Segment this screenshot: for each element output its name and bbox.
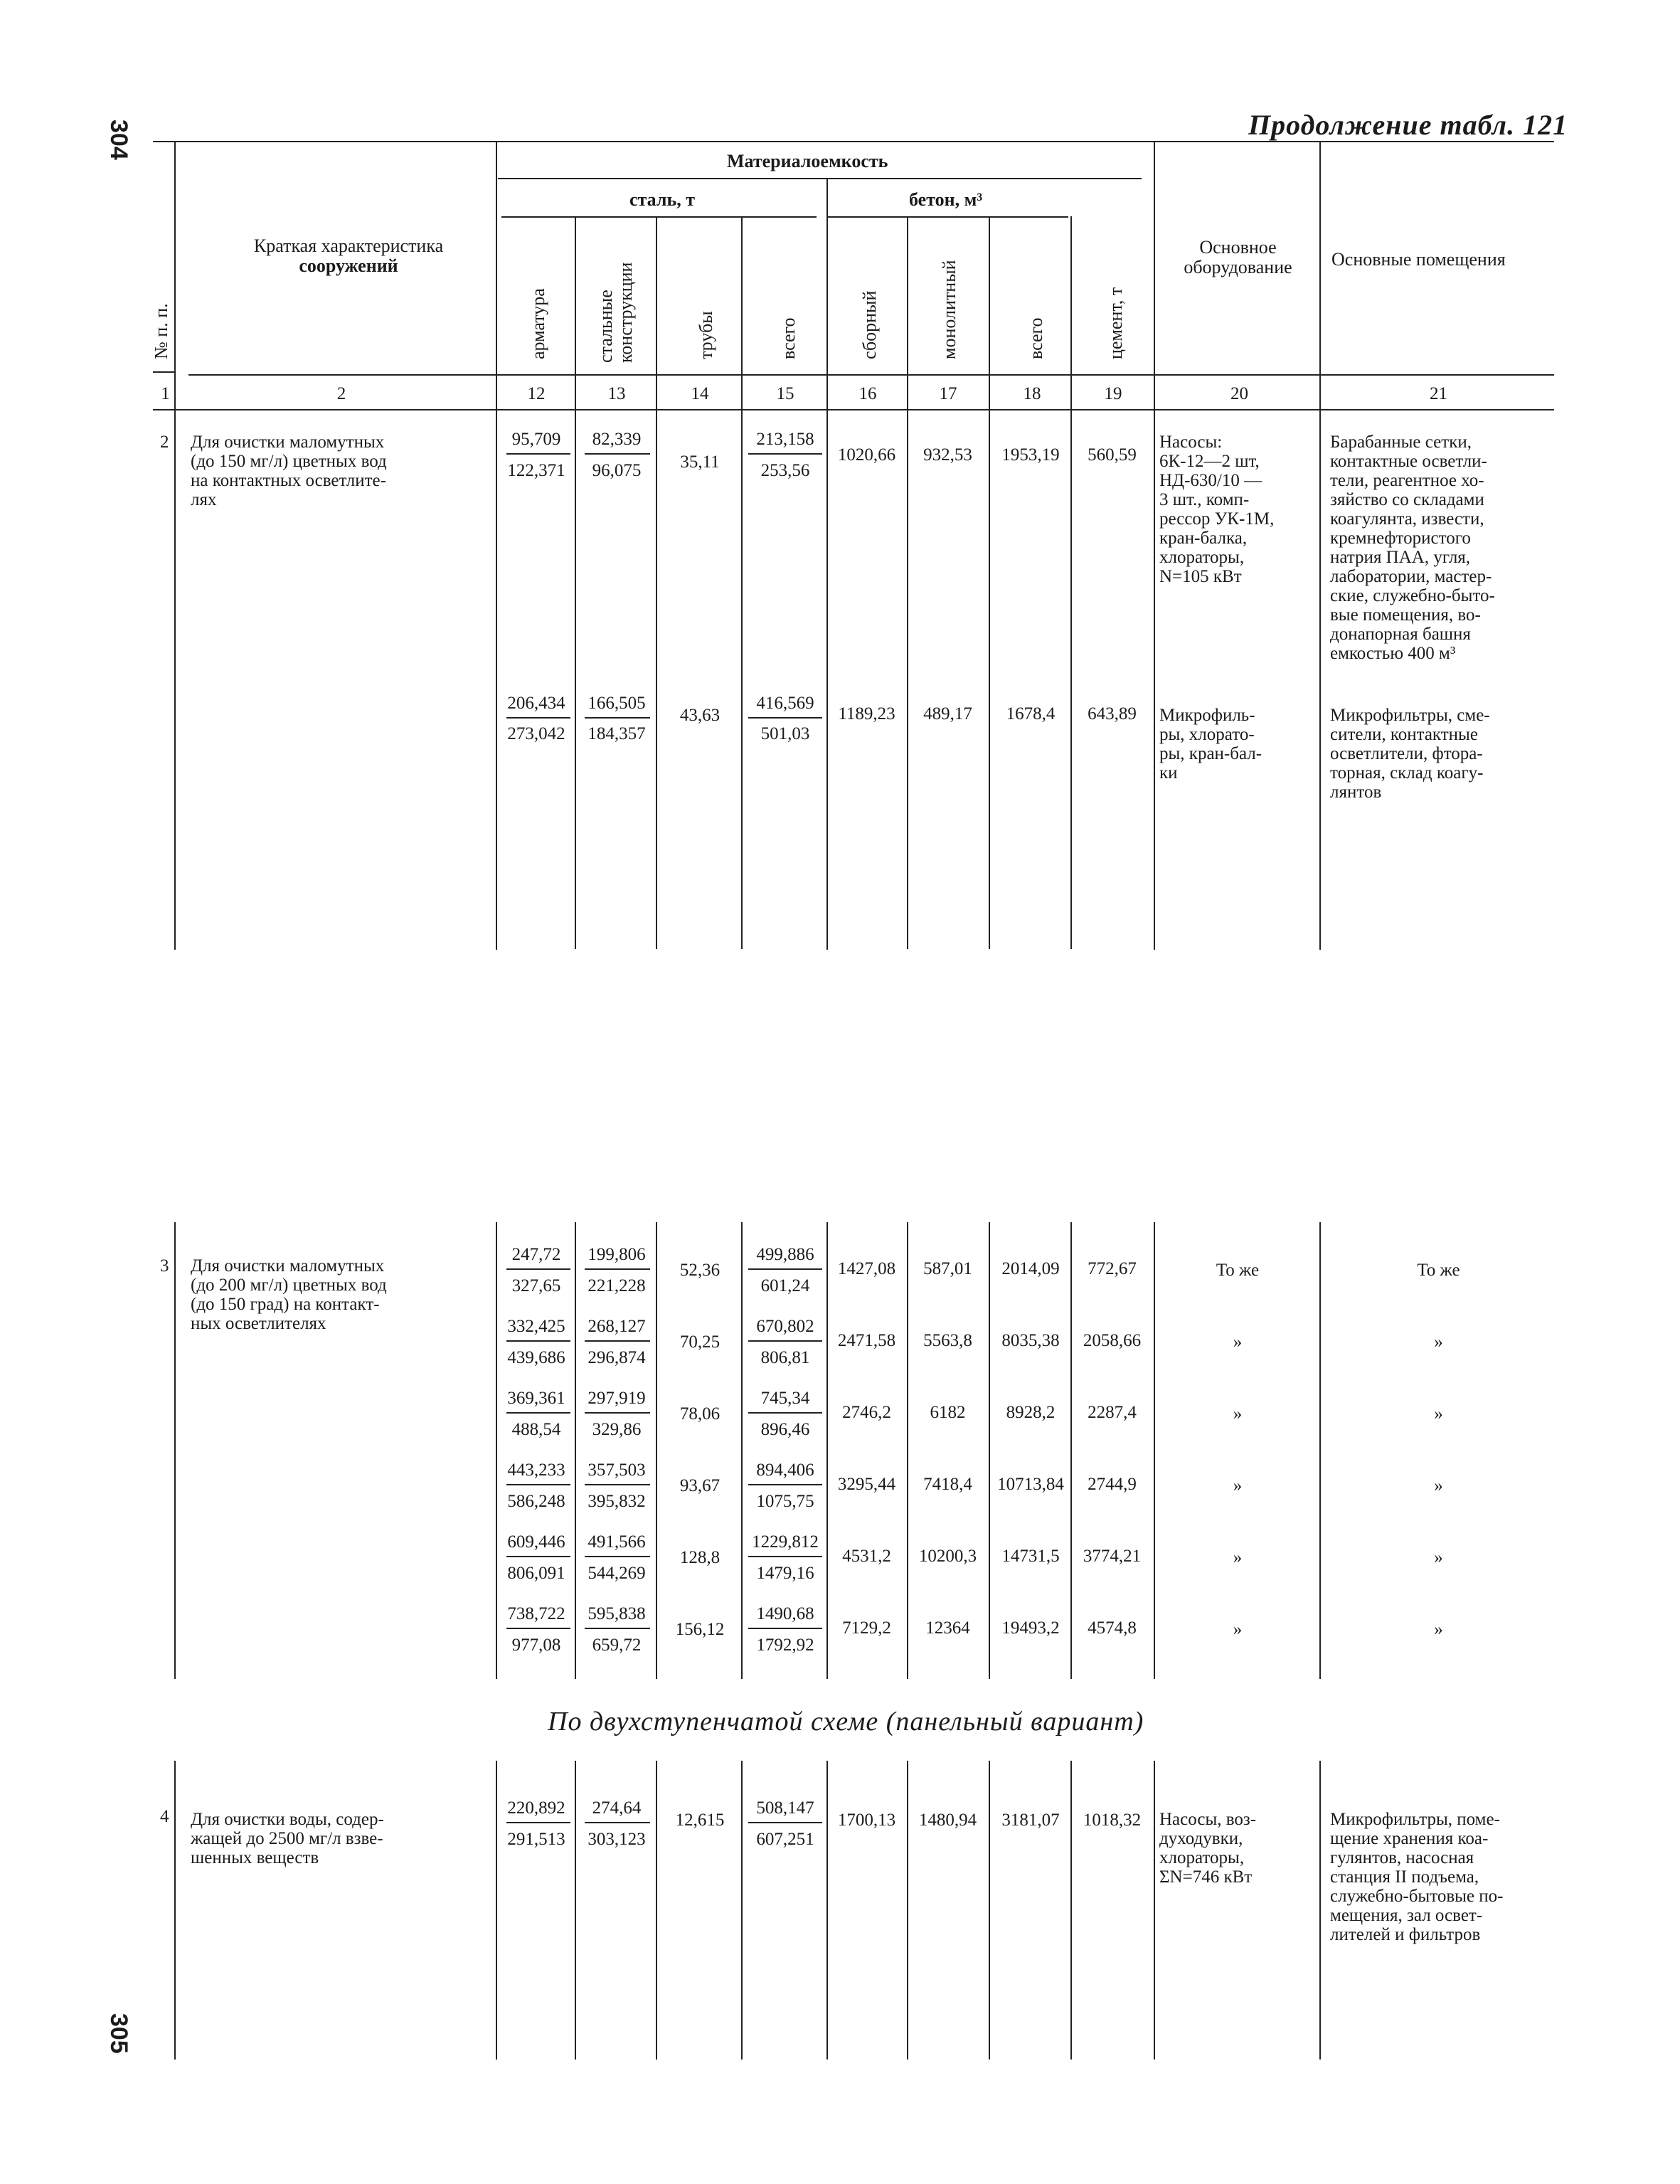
header-monolithic: монолитный [939,260,959,359]
steel-constr-value: 268,127 [588,1317,646,1336]
concrete-total-value: 1678,4 [1006,704,1056,723]
rule [496,142,497,950]
steel-total-value: 416,569 [756,694,814,713]
rule [826,178,828,950]
fraction-bar [506,1412,570,1414]
fraction-bar [585,1556,650,1557]
rule [989,1761,990,2060]
steel-underline [501,216,817,218]
steel-constr-value: 274,64 [592,1798,642,1818]
header-rownum: № п. п. [151,303,171,359]
col-number: 17 [939,384,957,403]
header-steel-constructions: стальные конструкции [595,262,636,363]
pipes-value: 78,06 [679,1404,721,1424]
rule [656,216,657,949]
monolithic-value: 587,01 [923,1259,972,1278]
equipment-text: То же [1216,1261,1260,1280]
header-prefab: сборный [859,290,880,359]
monolithic-value: 6182 [930,1403,966,1422]
steel-total-value: 601,24 [760,1276,810,1295]
steel-total-value: 499,886 [756,1245,814,1264]
row-description: Для очистки маломутных (до 200 мг/л) цветных вод (до 150 град) на контакт- ных осветлителях [191,1256,387,1333]
steel-total-value: 213,158 [756,430,814,449]
steel-total-value: 508,147 [756,1798,814,1818]
concrete-total-value: 1953,19 [1001,445,1060,465]
row-number: 4 [160,1807,169,1826]
rule [575,1761,576,2060]
rule [496,1222,497,1679]
rule [1070,1222,1072,1679]
steel-constr-value: 199,806 [588,1245,646,1264]
steel-constr-value: 297,919 [588,1389,646,1408]
rooms-text: » [1434,1476,1443,1495]
header-steel: сталь, т [629,189,695,210]
fraction-bar [506,1556,570,1557]
page-number-bottom: 305 [105,2013,132,2054]
armatura-value: 247,72 [511,1245,561,1264]
equipment-text: Насосы, воз- духодувки, хлораторы, ΣN=746 кВт [1159,1810,1257,1887]
rule [1154,1761,1155,2060]
equipment-text: Насосы: 6К-12—2 шт, НД-630/10 — 3 шт., комп- рессор УК-1М, кран-балка, хлораторы, N=105 кВт [1159,433,1275,586]
rule [741,1761,743,2060]
prefab-value: 2471,58 [837,1331,896,1350]
armatura-value: 439,686 [507,1348,565,1367]
rule [741,1222,743,1679]
steel-constr-value: 491,566 [588,1532,646,1552]
prefab-value: 4531,2 [842,1547,891,1566]
fraction-bar [585,1822,650,1823]
armatura-value: 609,446 [507,1532,565,1552]
steel-constr-value: 82,339 [592,430,642,449]
header-materials: Материалоемкость [727,151,888,171]
fraction-bar [748,1822,822,1823]
concrete-total-value: 19493,2 [1001,1618,1060,1638]
section-title: По двухступенчатой схеме (панельный вариант) [548,1707,1144,1737]
col-number: 16 [858,384,877,403]
header-concrete-total: всего [1026,317,1046,359]
pipes-value: 52,36 [679,1261,721,1280]
rule [1319,1222,1321,1679]
rooms-text: » [1434,1548,1443,1567]
fraction-bar [748,1412,822,1414]
fraction-bar [585,1268,650,1270]
col-number-rule [153,409,1554,410]
armatura-value: 443,233 [507,1461,565,1480]
rooms-text: Микрофильтры, поме- щение хранения коа- гулянтов, насосная станция II подъема, служебно-бытовые по- мещения, зал освет- лителей и фильтров [1330,1810,1504,1944]
steel-constr-value: 329,86 [592,1420,642,1439]
col-number: 20 [1230,384,1248,403]
monolithic-value: 1480,94 [918,1811,977,1830]
cement-value: 1018,32 [1083,1811,1142,1830]
rooms-text: » [1434,1332,1443,1352]
col-number: 14 [691,384,709,403]
steel-constr-value: 166,505 [588,694,646,713]
armatura-value: 273,042 [507,724,565,743]
equipment-text: » [1233,1404,1243,1424]
steel-constr-value: 96,075 [592,461,642,480]
table-top-rule [153,141,1554,142]
steel-total-value: 1075,75 [756,1492,814,1511]
armatura-value: 206,434 [507,694,565,713]
header-armatura: арматура [528,288,548,359]
monolithic-value: 10200,3 [918,1547,977,1566]
fraction-bar [585,1628,650,1629]
col-number: 1 [161,384,170,403]
table-continuation-caption: Продолжение табл. 121 [1248,109,1568,141]
steel-constr-value: 357,503 [588,1461,646,1480]
concrete-total-value: 2014,09 [1001,1259,1060,1278]
fraction-bar [506,1822,570,1823]
prefab-value: 7129,2 [842,1618,891,1638]
col-number: 13 [607,384,626,403]
concrete-total-value: 8035,38 [1001,1331,1060,1350]
cement-value: 2058,66 [1083,1331,1142,1350]
rule [907,1761,908,2060]
header-pipes: трубы [696,311,716,359]
fraction-bar [748,1484,822,1485]
col-number: 15 [776,384,794,403]
prefab-value: 2746,2 [842,1403,891,1422]
row-number: 2 [160,433,169,452]
fraction-bar [506,1340,570,1342]
cement-value: 4574,8 [1088,1618,1137,1638]
armatura-value: 95,709 [511,430,561,449]
row-description: Для очистки маломутных (до 150 мг/л) цветных вод на контактных осветлите- лях [191,433,387,509]
fraction-bar [585,1412,650,1414]
header-description: Краткая характеристика сооружений [253,235,444,276]
armatura-value: 586,248 [507,1492,565,1511]
materials-underline [498,178,1142,179]
steel-total-value: 896,46 [760,1420,810,1439]
armatura-value: 291,513 [507,1830,565,1849]
rule [496,1761,497,2060]
equipment-text: » [1233,1620,1243,1639]
fraction-bar [506,1268,570,1270]
pipes-value: 12,615 [675,1811,725,1830]
cement-value: 772,67 [1088,1259,1137,1278]
pipes-value: 70,25 [679,1332,721,1352]
monolithic-value: 489,17 [923,704,972,723]
fraction-bar [506,717,570,719]
monolithic-value: 7418,4 [923,1475,972,1494]
fraction-bar [506,453,570,455]
rule [741,216,743,949]
fraction-bar [748,1628,822,1629]
pipes-value: 93,67 [679,1476,721,1495]
cement-value: 643,89 [1088,704,1137,723]
concrete-total-value: 14731,5 [1001,1547,1060,1566]
rule [907,216,908,949]
armatura-value: 369,361 [507,1389,565,1408]
monolithic-value: 932,53 [923,445,972,465]
concrete-total-value: 10713,84 [997,1475,1064,1494]
steel-constr-value: 659,72 [592,1636,642,1655]
prefab-value: 1020,66 [837,445,896,465]
steel-constr-value: 296,874 [588,1348,646,1367]
steel-total-value: 253,56 [760,461,810,480]
fraction-bar [748,1268,822,1270]
equipment-text: » [1233,1548,1243,1567]
rule [989,1222,990,1679]
steel-total-value: 894,406 [756,1461,814,1480]
header-bottom-rule [188,374,1554,376]
fraction-bar [506,1484,570,1485]
armatura-value: 738,722 [507,1604,565,1623]
cement-value: 560,59 [1088,445,1137,465]
steel-total-value: 501,03 [760,724,810,743]
monolithic-value: 5563,8 [923,1331,972,1350]
rule [1154,1222,1155,1679]
fraction-bar [585,1340,650,1342]
armatura-value: 488,54 [511,1420,561,1439]
fraction-bar [748,717,822,719]
rule [989,216,990,949]
rule [656,1761,657,2060]
pipes-value: 128,8 [679,1548,721,1567]
rule [656,1222,657,1679]
steel-constr-value: 184,357 [588,724,646,743]
header-rooms: Основные помещения [1331,249,1506,270]
steel-total-value: 745,34 [760,1389,810,1408]
rooms-text: Барабанные сетки, контактные осветли- тели, реагентное хо- зяйство со складами коагулянта, извести, кремнефтористого натрия ПАА, угля, лаборатории, мастер- ские, служебно-быто- вые помещения, во- донапорная башня емкостью 400 м³ [1330,433,1495,663]
equipment-text: » [1233,1476,1243,1495]
rule [1070,216,1072,949]
rooms-text: » [1434,1404,1443,1424]
fraction-bar [748,1556,822,1557]
steel-constr-value: 395,832 [588,1492,646,1511]
rule [575,1222,576,1679]
col-number-rule-short [153,371,174,373]
steel-total-value: 806,81 [760,1348,810,1367]
steel-total-value: 607,251 [756,1830,814,1849]
armatura-value: 806,091 [507,1564,565,1583]
rule [1070,1761,1072,2060]
pipes-value: 156,12 [675,1620,725,1639]
armatura-value: 332,425 [507,1317,565,1336]
fraction-bar [748,1340,822,1342]
page-number-top: 304 [105,120,132,160]
rule [575,216,576,949]
prefab-value: 1700,13 [837,1811,896,1830]
cement-value: 2744,9 [1088,1475,1137,1494]
fraction-bar [748,453,822,455]
armatura-value: 220,892 [507,1798,565,1818]
col-number: 2 [336,384,346,403]
rule [907,1222,908,1679]
steel-constr-value: 595,838 [588,1604,646,1623]
header-cement: цемент, т [1105,287,1126,359]
pipes-value: 43,63 [679,706,721,725]
steel-total-value: 1792,92 [756,1636,814,1655]
rule [1319,1761,1321,2060]
concrete-total-value: 8928,2 [1006,1403,1056,1422]
steel-total-value: 670,802 [756,1317,814,1336]
rule [1154,142,1155,950]
steel-constr-value: 221,228 [588,1276,646,1295]
rooms-text: То же [1417,1261,1460,1280]
header-equipment: Основное оборудование [1184,237,1292,277]
equipment-text: Микрофиль- ры, хлорато- ры, кран-бал- ки [1159,706,1262,783]
row-number: 3 [160,1256,169,1276]
steel-total-value: 1490,68 [756,1604,814,1623]
steel-total-value: 1479,16 [756,1564,814,1583]
fraction-bar [585,1484,650,1485]
fraction-bar [506,1628,570,1629]
concrete-underline [826,216,1068,218]
rule [174,142,176,950]
fraction-bar [585,453,650,455]
prefab-value: 1427,08 [837,1259,896,1278]
header-steel-total: всего [778,317,799,359]
rooms-text: Микрофильтры, сме- сители, контактные осветлители, фтора- торная, склад коагу- лянтов [1330,706,1490,802]
fraction-bar [585,717,650,719]
concrete-total-value: 3181,07 [1001,1811,1060,1830]
armatura-value: 327,65 [511,1276,561,1295]
rule [174,1761,176,2060]
armatura-value: 122,371 [507,461,565,480]
col-number: 12 [527,384,546,403]
rooms-text: » [1434,1620,1443,1639]
row-description: Для очистки воды, содер- жащей до 2500 мг/л взве- шенных веществ [191,1810,384,1867]
col-number: 19 [1104,384,1122,403]
rule [174,1222,176,1679]
monolithic-value: 12364 [925,1618,970,1638]
prefab-value: 3295,44 [837,1475,896,1494]
pipes-value: 35,11 [680,452,720,472]
cement-value: 2287,4 [1088,1403,1137,1422]
armatura-value: 977,08 [511,1636,561,1655]
col-number: 21 [1430,384,1447,403]
steel-constr-value: 303,123 [588,1830,646,1849]
equipment-text: » [1233,1332,1243,1352]
header-concrete: бетон, м³ [909,189,983,210]
prefab-value: 1189,23 [838,704,895,723]
steel-total-value: 1229,812 [752,1532,819,1552]
col-number: 18 [1023,384,1041,403]
steel-constr-value: 544,269 [588,1564,646,1583]
rule [1319,142,1321,950]
cement-value: 3774,21 [1083,1547,1142,1566]
